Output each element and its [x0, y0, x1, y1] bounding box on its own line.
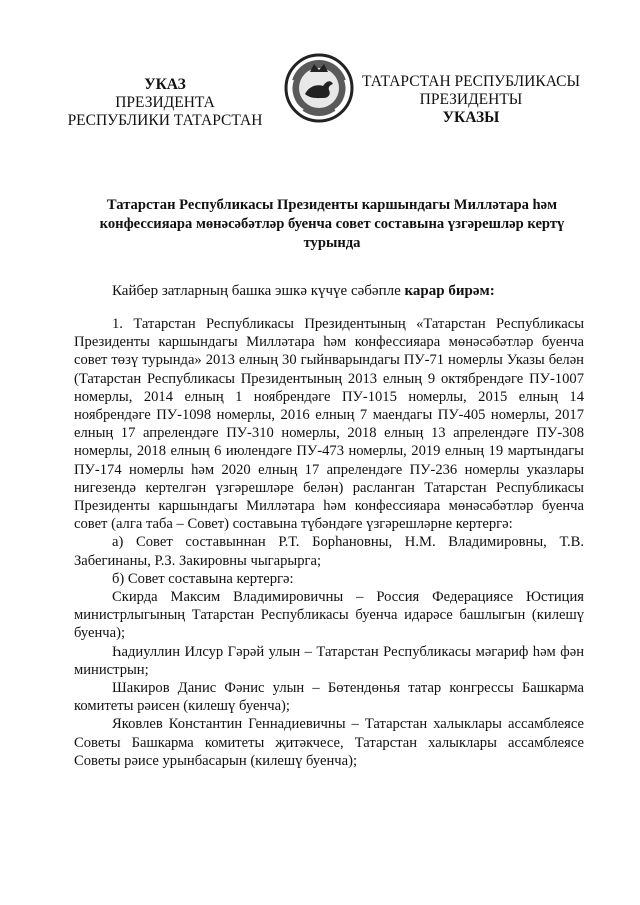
decree-title: Татарстан Республикасы Президенты каршындагы Милләтара һәм конфессияара мөнәсәбәтләр буенча совет составына үзгәрешләр кертү турында [99, 197, 565, 251]
header-right-line3: УКАЗЫ [442, 109, 500, 126]
paragraph-a: а) Совет составыннан Р.Т. Борһановны, Н.М. Владимировны, Т.В. Забегинаны, Р.З. Закировны чыгарырга; [74, 534, 584, 569]
intro-text: Кайбер затларның башка эшкә күчүе сәбәпле [112, 283, 405, 299]
header-left-line1: УКАЗ [144, 76, 186, 93]
header-right-line2: ПРЕЗИДЕНТЫ [419, 91, 523, 108]
paragraph-skirda: Скирда Максим Владимировичны – Россия Федерациясе Юстиция министрлыгының Татарстан Республикасы буенча идарәсе башлыгын (килешү буенча); [74, 589, 584, 642]
header-right-line1: ТАТАРСТАН РЕСПУБЛИКАСЫ [362, 73, 580, 90]
header-left-line3: РЕСПУБЛИКИ ТАТАРСТАН [67, 112, 263, 129]
intro-bold: карар бирәм: [404, 283, 495, 299]
paragraph-yakovlev: Яковлев Константин Геннадиевичны – Татарстан халыклары ассамблеясе Советы Башкарма комитеты җитәкчесе, Татарстан халыклары ассамблеясе Советы рәисе урынбасарын (килешү буенча); [74, 716, 584, 769]
paragraph-hadiullin: Һадиуллин Илсур Гәрәй улын – Татарстан Республикасы мәгариф һәм фән министрын; [74, 643, 584, 678]
header-right-tatar [360, 73, 582, 127]
header-left-line2: ПРЕЗИДЕНТА [115, 94, 215, 111]
paragraph-b: б) Совет составына кертергә: [112, 570, 294, 587]
tatarstan-coat-of-arms-icon [283, 50, 355, 124]
header-left-russian [60, 76, 270, 130]
paragraph-1: 1. Татарстан Республикасы Президентының «Татарстан Республикасы Президенты каршындагы Милләтара һәм конфессияара мөнәсәбәтләр буенча совет төзү турында» 2013 елның 30 гыйнварындагы ПУ-71 номерлы Указы белән (Татарстан Республикасы Президентының 2013 елның 9 октябрендәге ПУ-1007 номерлы, 2014 елның 1 ноябрендәге ПУ-1015 номерлы, 2015 елның 14 ноябрендәге ПУ-1098 номерлы, 2016 елның 7 маендагы ПУ-405 номерлы, 2017 елның 17 апрелендәге ПУ-310 номерлы, 2018 елның 13 апрелендәге ПУ-308 номерлы, 2018 елның 6 июлендәге ПУ-473 номерлы, 2019 елның 19 мартындагы ПУ-174 номерлы һәм 2020 елның 17 апрелендәге ПУ-236 номерлы указлары нигезендә кертелгән үзгәрешләре белән) расланган Татарстан Республикасы Президенты каршындагы Милләтара һәм конфессияара мөнәсәбәтләр буенча совет (алга таба – Совет) составына түбәндәге үзгәрешләрне кертергә: [74, 316, 584, 533]
intro-line [112, 282, 495, 300]
paragraph-shakirov: Шакиров Данис Фәнис улын – Бөтендөнья татар конгрессы Башкарма комитеты рәисен (килешү буенча); [74, 680, 584, 715]
decree-body [74, 315, 584, 770]
